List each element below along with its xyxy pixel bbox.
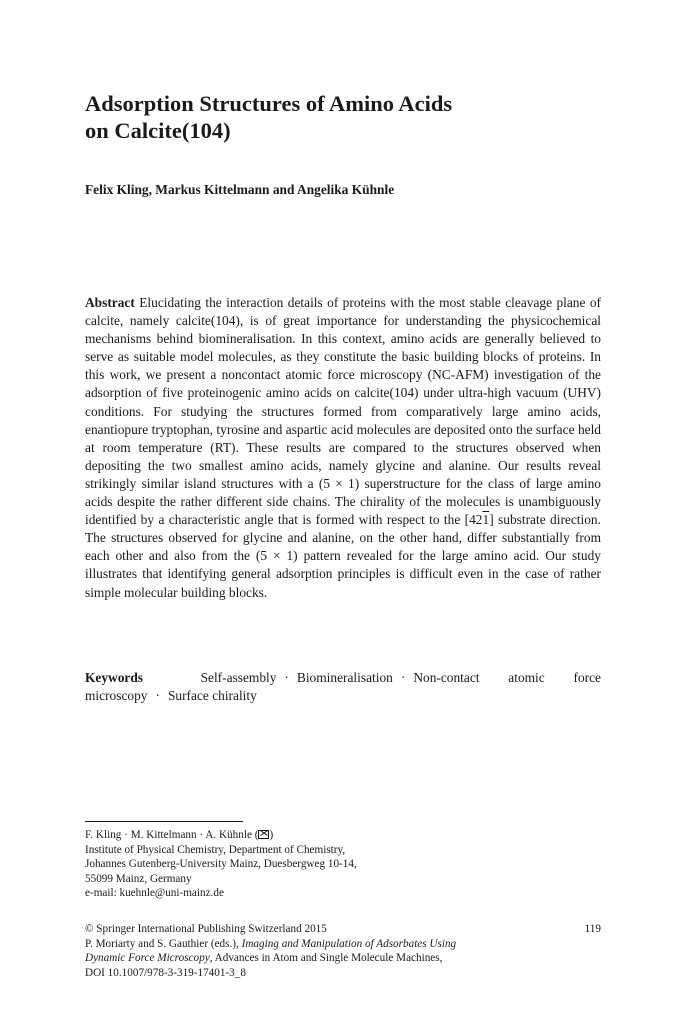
copyright-line — [85, 922, 601, 937]
copyright: © Springer International Publishing Switzerland 2015 — [85, 923, 327, 935]
affiliation-institute: Institute of Physical Chemistry, Department of Chemistry, — [85, 843, 346, 856]
abstract-text-part-1: Elucidating the interaction details of proteins with the most stable cleavage plane of calcite, namely calcite(104), is of great importance for understanding the physicochemical mechanisms behind biomineralisation. In this context, amino acids are generally believed to serve as suitable model molecules, as they constitute the basic building blocks of proteins. In this work, we present a noncontact atomic force microscopy (NC-AFM) investigation of the adsorption of five proteinogenic amino acids on calcite(104) under ultra-high vacuum (UHV) conditions. For studying the structures formed from comparatively large amino acids, enantiopure tryptophan, tyrosine and aspartic acid molecules are deposited onto the surface held at room temperature (RT). These results are compared to the structures observed when depositing the two smallest amino acids, namely glycine and alanine. Our results reveal strikingly similar island structures with a (5 × 1) superstructure for the class of large amino acids despite the rather different side chains. The chirality of the molecules is unambiguously identified by a characteristic angle that is formed with respect to the — [85, 295, 601, 528]
affiliation-authors-close: ) — [269, 829, 274, 841]
keyword-item: Self-assembly — [200, 670, 277, 685]
keyword-separator: · — [284, 670, 289, 685]
affiliation-city: 55099 Mainz, Germany — [85, 872, 192, 885]
direction-close: ] — [489, 512, 494, 528]
keyword-item: Non-contact atomic force microscopy — [85, 670, 601, 704]
keyword-item: Surface chirality — [167, 688, 257, 704]
direction-bar-digit: 1 — [482, 512, 490, 528]
keyword-separator: · — [155, 688, 160, 704]
book-citation-line-1 — [85, 937, 601, 952]
affiliation-footnote — [85, 828, 601, 901]
keywords — [85, 669, 601, 705]
book-title-part-1: Imaging and Manipulation of Adsorbates Using — [241, 937, 457, 950]
doi: DOI 10.1007/978-3-319-17401-3_8 — [85, 966, 246, 979]
page-number: 119 — [584, 923, 601, 935]
chapter-title — [85, 90, 601, 144]
direction-open: [42 — [464, 512, 483, 528]
direction-index — [465, 512, 494, 527]
keyword-item: Biomineralisation — [296, 670, 393, 685]
keywords-label: Keywords — [85, 670, 144, 685]
keyword-separator: · — [400, 670, 406, 685]
footnote-rule — [85, 821, 243, 822]
abstract — [85, 294, 601, 602]
chapter-authors: Felix Kling, Markus Kittelmann and Angelika Kühnle — [85, 182, 395, 197]
affiliation-university: Johannes Gutenberg-University Mainz, Duesbergweg 10-14, — [85, 858, 357, 871]
book-editors: P. Moriarty and S. Gauthier (eds.), — [85, 937, 242, 950]
page — [85, 0, 601, 1036]
affiliation-email: e-mail: kuehnle@uni-mainz.de — [85, 887, 224, 900]
publication-footer — [85, 922, 601, 980]
book-title-part-2: Dynamic Force Microscopy — [85, 952, 210, 965]
envelope-icon — [258, 830, 269, 839]
book-citation-line-2 — [85, 951, 601, 966]
chapter-title-line-2: on Calcite(104) — [85, 118, 231, 143]
book-series: , Advances in Atom and Single Molecule Machines, — [209, 952, 443, 965]
affiliation-authors-line — [85, 828, 601, 843]
affiliation-authors: F. Kling · M. Kittelmann · A. Kühnle ( — [85, 829, 259, 841]
abstract-text-part-2: substrate direction. The structures observed for glycine and alanine, on the other hand, differ substantially from each other and also from the (5 × 1) pattern revealed for the large amino acid. Our study illustrates that identifying general adsorption principles is difficult even in the case of rather simple molecular building blocks. — [85, 512, 601, 600]
abstract-label: Abstract — [85, 295, 135, 310]
chapter-title-line-1: Adsorption Structures of Amino Acids — [85, 91, 453, 116]
